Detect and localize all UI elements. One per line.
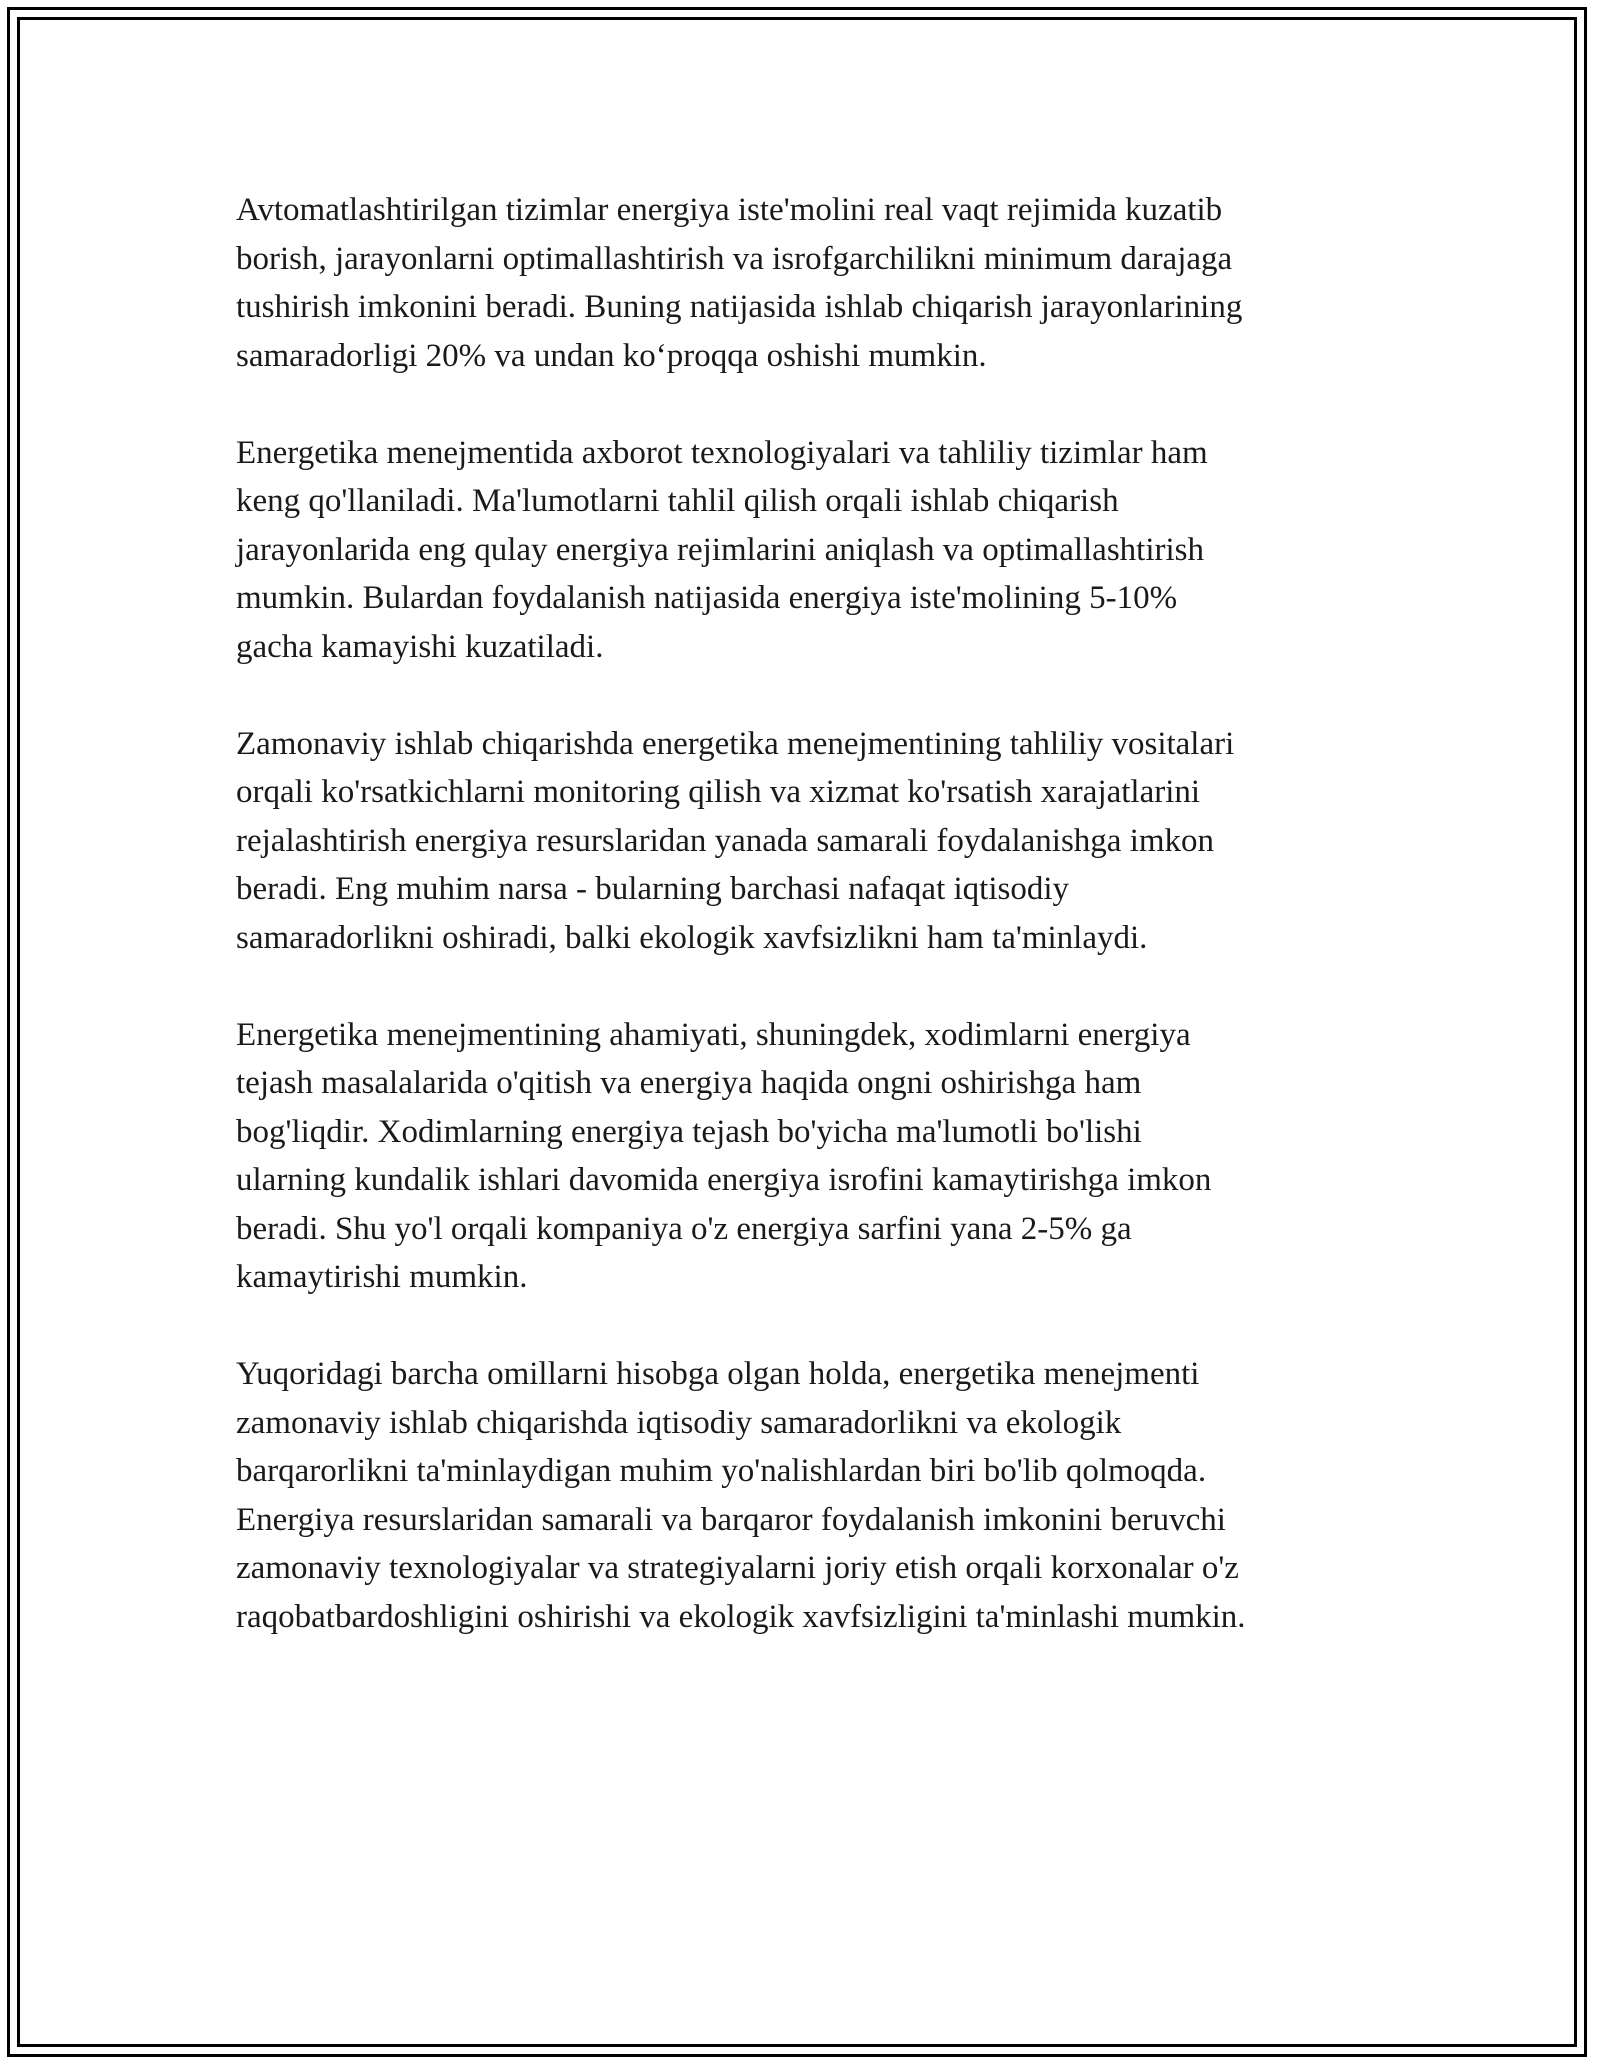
text-line: Avtomatlashtirilgan tizimlar energiya iste'molini real vaqt rejimida kuzatib xyxy=(236,192,1223,228)
paragraph-automation xyxy=(236,186,1396,380)
text-line: ularning kundalik ishlari davomida energiya isrofini kamaytirishga imkon xyxy=(236,1162,1212,1198)
text-line: Energetika menejmentining ahamiyati, shuningdek, xodimlarni energiya xyxy=(236,1016,1191,1053)
paragraph-conclusion xyxy=(236,1350,1396,1641)
text-line: zamonaviy texnologiyalar va strategiyalarni joriy etish orqali korxonalar o'z xyxy=(236,1550,1239,1586)
text-line: raqobatbardoshligini oshirishi va ekologik xavfsizligini ta'minlashi mumkin. xyxy=(236,1598,1246,1635)
text-line: samaradorligi 20% va undan ko‘proqqa oshishi mumkin. xyxy=(236,337,987,374)
text-line: beradi. Shu yo'l orqali kompaniya o'z energiya sarfini yana 2-5% ga xyxy=(236,1210,1132,1247)
text-line: Energetika menejmentida axborot texnologiyalari va tahliliy tizimlar ham xyxy=(236,434,1208,471)
text-line: rejalashtirish energiya resurslaridan yanada samarali foydalanishga imkon xyxy=(236,822,1215,859)
text-line: mumkin. Bulardan foydalanish natijasida energiya iste'molining 5-10% xyxy=(236,580,1178,616)
text-line: Zamonaviy ishlab chiqarishda energetika menejmentining tahliliy vositalari xyxy=(236,725,1235,762)
text-line: Energiya resurslaridan samarali va barqaror foydalanish imkonini beruvchi xyxy=(236,1501,1226,1538)
text-line: barqarorlikni ta'minlaydigan muhim yo'nalishlardan biri bo'lib qolmoqda. xyxy=(236,1453,1207,1489)
text-line: kamaytirishi mumkin. xyxy=(236,1259,528,1295)
document-body xyxy=(236,186,1396,1690)
text-line: samaradorlikni oshiradi, balki ekologik xavfsizlikni ham ta'minlaydi. xyxy=(236,919,1148,956)
paragraph-staff-training xyxy=(236,1011,1396,1302)
paragraph-information-technology xyxy=(236,429,1396,672)
text-line: beradi. Eng muhim narsa - bularning barchasi nafaqat iqtisodiy xyxy=(236,871,1070,907)
paragraph-analytical-tools xyxy=(236,720,1396,963)
text-line: borish, jarayonlarni optimallashtirish va isrofgarchilikni minimum darajaga xyxy=(236,240,1233,277)
text-line: keng qo'llaniladi. Ma'lumotlarni tahlil qilish orqali ishlab chiqarish xyxy=(236,483,1119,519)
text-line: orqali ko'rsatkichlarni monitoring qilish va xizmat ko'rsatish xarajatlarini xyxy=(236,774,1201,810)
text-line: Yuqoridagi barcha omillarni hisobga olgan holda, energetika menejmenti xyxy=(236,1356,1200,1392)
text-line: jarayonlarida eng qulay energiya rejimlarini aniqlash va optimallashtirish xyxy=(236,531,1205,568)
text-line: tejash masalalarida o'qitish va energiya haqida ongni oshirishga ham xyxy=(236,1065,1142,1101)
text-line: zamonaviy ishlab chiqarishda iqtisodiy samaradorlikni va ekologik xyxy=(236,1404,1122,1441)
text-line: gacha kamayishi kuzatiladi. xyxy=(236,628,604,665)
text-line: bog'liqdir. Xodimlarning energiya tejash bo'yicha ma'lumotli bo'lishi xyxy=(236,1113,1142,1150)
text-line: tushirish imkonini beradi. Buning natijasida ishlab chiqarish jarayonlarining xyxy=(236,289,1243,325)
